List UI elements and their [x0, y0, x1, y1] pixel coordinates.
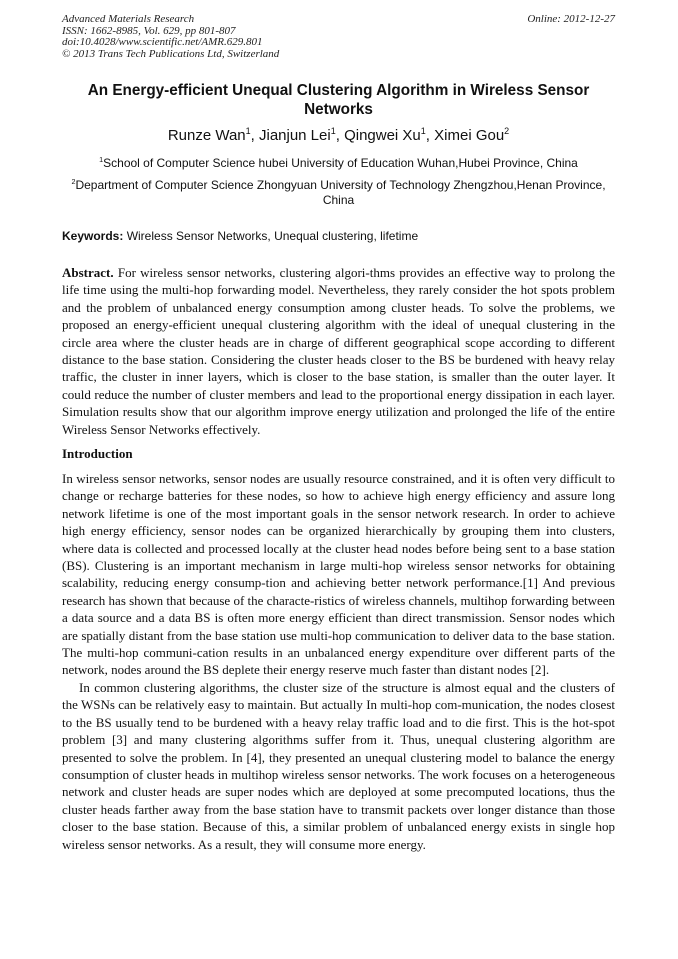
abstract-label: Abstract.	[62, 265, 114, 280]
author-affiliation-mark: 1	[420, 126, 426, 136]
author: Qingwei Xu	[344, 127, 421, 144]
author-list: Runze Wan$^1$, Jianjun Lei$^1$, Qingwei Xu$^1$, Ximei Gou$^2$	[167, 126, 510, 144]
affiliation-mark: 1	[99, 155, 104, 164]
affiliation-mark: 2	[71, 177, 76, 186]
author: Jianjun Lei	[258, 127, 331, 144]
paragraph: In wireless sensor networks, sensor nodes are usually resource constrained, and it is often very difficult to change or recharge batteries for these nodes, so how to achieve high energy efficiency and assure long network lifetime is one of the most important goals in the sensor network research. In order to achieve high energy efficiency, sensor nodes can be organized hierarchically by grouping them into clusters, where data is collected and processed locally at the cluster head nodes before being sent to a base station (BS). Clustering is an important mechanism in large multi-hop wireless sensor networks for obtaining scalability, reducing energy consump-tion and achieving better network performance.[1] And previous research has shown that because of the characte-ristics of wireless channels, multihop forwarding between a data source and a data BS is often more energy efficient than direct transmission. Sensor nodes which are spatially distant from the base station use multi-hop communication to deliver data to the base station. The multi-hop communi-cation results in an unbalanced energy expenditure over different parts of the network, nodes around the BS deplete their energy reserve much faster than distant nodes [2].	[62, 471, 616, 678]
keywords-text: Wireless Sensor Networks, Unequal clustering, lifetime	[123, 229, 419, 243]
affiliation-1	[62, 156, 615, 171]
abstract-text: For wireless sensor networks, clustering algori-thms provides an effective way to prolong the life time using the multi-hop forwarding model. Nevertheless, they rarely consider the hot spots problem and the problem of unbalanced energy consumption among cluster heads. To solve the problems, we proposed an energy-efficient unequal clustering algorithm with the ideal of unequal clustering in the circle area where the cluster heads are in charge of different geographical scope according to different distance to the base station. Considering the cluster heads closer to the BS be burdened with heavy relay traffic, the cluster in inner layers, which is closer to the base station, is smaller than the outer layer. It could reduce the number of cluster members and lead to the proportional energy dissipation in each layer. Simulation results show that our algorithm improve energy utilization and prolonged the life of the entire Wireless Sensor Networks effectively.	[62, 265, 615, 437]
online-date: Online: 2012-12-27	[527, 13, 615, 25]
keywords	[62, 229, 615, 244]
paper-title: An Energy-efficient Unequal Clustering Algorithm in Wireless Sensor Networks	[87, 82, 590, 118]
issn-line: ISSN: 1662-8985, Vol. 629, pp 801-807	[62, 24, 236, 37]
copyright-line: © 2013 Trans Tech Publications Ltd, Switzerland	[62, 47, 280, 60]
affiliation-text: School of Computer Science hubei University of Education Wuhan,Hubei Province, China	[103, 156, 578, 170]
author: Ximei Gou	[434, 127, 505, 144]
introduction-body	[62, 470, 615, 853]
author-affiliation-mark: 1	[245, 126, 251, 136]
affiliation-text: Department of Computer Science Zhongyuan University of Technology Zhengzhou,Henan Province, China	[75, 178, 606, 207]
paragraph: In common clustering algorithms, the cluster size of the structure is almost equal and the clusters of the WSNs can be relatively easy to maintain. But actually In multi-hop com-munication, the nodes closest to the BS usually tend to be burdened with a heavy relay traffic load and to die first. This is the hot-spot problem [3] and many clustering algorithms suffer from it. Thus, unequal clustering algorithm are presented to solve the problem. In [4], they presented an unequal clustering model to balance the energy consumption of cluster heads in multihop wireless sensor networks. The work focuses on a heterogeneous network and cluster heads are super nodes which are deployed at some precomputed locations, thus the cluster heads farther away from the base station have to transmit packets over longer distance than those closer to the base station. Because of this, a similar problem of unbalanced energy exists in single hop wireless sensor networks. As a result, they will consume more energy.	[62, 679, 615, 852]
author: Runze Wan	[167, 127, 246, 144]
section-heading-introduction: Introduction	[62, 446, 133, 461]
affiliation-2	[62, 178, 615, 208]
author-affiliation-mark: 2	[504, 126, 510, 136]
journal-name: Advanced Materials Research	[62, 13, 195, 25]
doi-line: doi:10.4028/www.scientific.net/AMR.629.801	[62, 36, 263, 48]
author-affiliation-mark: 1	[330, 126, 336, 136]
keywords-label: Keywords:	[62, 229, 124, 243]
abstract	[62, 264, 615, 438]
